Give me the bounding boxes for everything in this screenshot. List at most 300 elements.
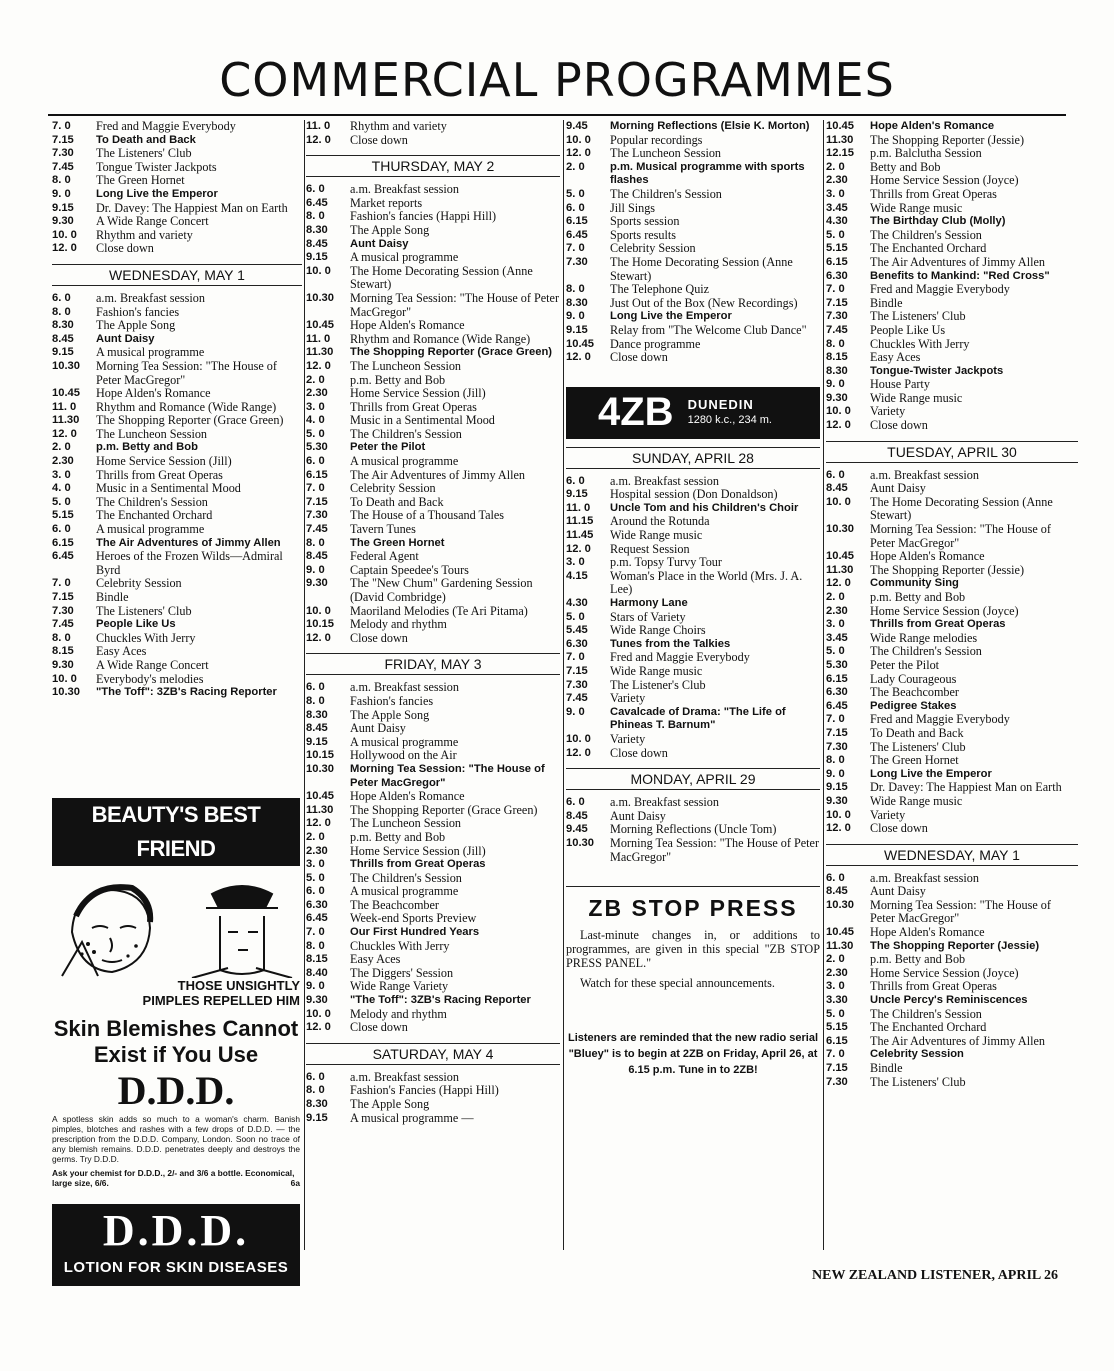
entry-time: 12. 0 <box>52 242 77 255</box>
schedule-entry <box>306 967 560 981</box>
entry-programme: Variety <box>610 691 646 706</box>
entry-time: 6. 0 <box>52 523 71 536</box>
entry-programme: Fashion's fancies <box>96 304 180 319</box>
schedule-entry <box>826 686 1078 700</box>
schedule-entry <box>826 550 1078 564</box>
entry-programme: Thrills from Great Operas <box>870 186 997 201</box>
entry-time: 6. 0 <box>566 474 585 487</box>
entry-time: 2. 0 <box>306 373 325 386</box>
entry-time: 6. 0 <box>826 468 845 481</box>
schedule-entry <box>566 611 820 625</box>
entry-programme: Rhythm and variety <box>96 227 193 242</box>
entry-time: 7.45 <box>826 323 848 336</box>
schedule-entry <box>826 351 1078 365</box>
entry-programme: Close down <box>610 745 668 760</box>
schedule-entry <box>826 482 1078 496</box>
schedule-entry <box>306 292 560 319</box>
schedule-entry <box>52 441 302 455</box>
entry-time: 11.30 <box>306 346 334 359</box>
entry-programme: Easy Aces <box>96 644 147 659</box>
entry-programme: The Listeners' Club <box>870 739 966 754</box>
entry-time: 11.45 <box>566 529 594 542</box>
schedule-entry <box>306 940 560 954</box>
schedule-entry <box>826 659 1078 673</box>
entry-time: 9. 0 <box>566 310 585 323</box>
entry-time: 6. 0 <box>826 871 845 884</box>
entry-programme: p.m. Betty and Bob <box>870 952 966 967</box>
entry-programme: A musical programme <box>96 522 205 537</box>
entry-time: 8. 0 <box>52 631 71 644</box>
entry-programme: Aunt Daisy <box>96 332 155 345</box>
entry-programme: Wide Range music <box>870 793 963 808</box>
entry-programme: Heroes of the Frozen Wilds—Admiral Byrd <box>96 549 283 577</box>
schedule-entry <box>826 795 1078 809</box>
entry-programme: Rhythm and Romance (Wide Range) <box>350 331 531 346</box>
entry-programme: Hope Alden's Romance <box>870 549 985 564</box>
entry-time: 12.15 <box>826 147 854 160</box>
entry-time: 10. 0 <box>52 672 77 685</box>
entry-time: 3. 0 <box>566 556 585 569</box>
entry-programme: Wide Range music <box>870 390 963 405</box>
entry-time: 6. 0 <box>566 201 585 214</box>
entry-time: 8.45 <box>826 885 848 898</box>
schedule-entry <box>52 147 302 161</box>
entry-time: 7.30 <box>52 147 74 160</box>
entry-time: 10. 0 <box>826 495 851 508</box>
schedule-entry <box>826 564 1078 578</box>
station-call-sign: 4ZB <box>598 390 674 435</box>
entry-time: 12. 0 <box>306 631 331 644</box>
ad-headline-line: Exist if You Use <box>93 1042 259 1067</box>
entry-programme: Everybody's melodies <box>96 671 204 686</box>
schedule-list <box>306 681 560 1034</box>
entry-programme: Our First Hundred Years <box>350 926 480 939</box>
entry-programme: Morning Tea Session: "The House of Peter MacGregor" <box>610 835 820 864</box>
schedule-entry <box>566 651 820 665</box>
entry-programme: The Shopping Reporter (Jessie) <box>870 939 1040 952</box>
entry-programme: Close down <box>870 418 928 433</box>
entry-programme: House Party <box>870 377 930 392</box>
entry-programme: The Children's Session <box>870 644 982 659</box>
entry-programme: Music in a Sentimental Mood <box>350 413 495 428</box>
schedule-list <box>306 1071 560 1125</box>
entry-time: 11. 0 <box>306 332 331 345</box>
schedule-entry <box>826 270 1078 284</box>
entry-time: 5. 0 <box>306 427 325 440</box>
schedule-entry <box>566 543 820 557</box>
schedule-entry <box>826 405 1078 419</box>
schedule-entry <box>566 488 820 502</box>
entry-time: 8. 0 <box>306 1084 325 1097</box>
entry-time: 2. 0 <box>566 160 585 173</box>
schedule-entry <box>52 659 302 673</box>
schedule-entry <box>52 509 302 523</box>
schedule-entry <box>52 645 302 659</box>
entry-programme: The Children's Session <box>96 494 208 509</box>
schedule-entry <box>306 1084 560 1098</box>
entry-programme: The Air Adventures of Jimmy Allen <box>96 536 281 549</box>
schedule-entry <box>306 763 560 790</box>
entry-time: 10. 0 <box>566 133 591 146</box>
entry-time: 2. 0 <box>826 591 845 603</box>
schedule-entry <box>52 673 302 687</box>
entry-time: 6.15 <box>306 468 328 481</box>
entry-programme: Maoriland Melodies (Te Ari Pitama) <box>350 603 528 618</box>
entry-programme: To Death and Back <box>870 725 964 740</box>
entry-time: 5. 0 <box>826 1007 845 1020</box>
schedule-entry <box>826 310 1078 324</box>
schedule-entry <box>52 686 302 700</box>
entry-programme: The Children's Session <box>350 870 462 885</box>
schedule-entry <box>566 161 820 188</box>
schedule-entry <box>52 482 302 496</box>
schedule-entry <box>826 365 1078 379</box>
schedule-entry <box>52 174 302 188</box>
entry-programme: Melody and rhythm <box>350 1006 447 1021</box>
day-heading: THURSDAY, MAY 2 <box>306 155 560 177</box>
entry-programme: To Death and Back <box>350 494 444 509</box>
entry-time: 6.30 <box>566 637 588 650</box>
column-divider <box>563 120 564 1250</box>
schedule-entry <box>566 823 820 837</box>
entry-programme: The Home Decorating Session (Anne Stewart) <box>870 494 1053 523</box>
entry-programme: Aunt Daisy <box>870 884 926 899</box>
schedule-entry <box>306 414 560 428</box>
entry-time: 5. 0 <box>306 871 325 884</box>
schedule-entry <box>826 926 1078 940</box>
schedule-entry <box>52 319 302 333</box>
entry-programme: Fred and Maggie Everybody <box>96 119 236 133</box>
column-divider <box>823 120 824 1250</box>
entry-time: 7.15 <box>566 665 588 677</box>
entry-time: 9.15 <box>306 1111 328 1124</box>
day-heading: SATURDAY, MAY 4 <box>306 1043 560 1065</box>
entry-programme: The Home Decorating Session (Anne Stewart) <box>610 254 793 283</box>
entry-programme: The Home Decorating Session (Anne Stewart) <box>350 263 533 292</box>
schedule-entry <box>306 845 560 859</box>
schedule-entry <box>566 837 820 864</box>
entry-time: 12. 0 <box>826 419 851 432</box>
entry-programme: p.m. Balclutha Session <box>870 146 982 161</box>
entry-time: 5.30 <box>306 441 328 454</box>
entry-programme: The Apple Song <box>96 318 176 333</box>
schedule-entry <box>826 953 1078 967</box>
entry-time: 10.30 <box>826 898 854 911</box>
entry-programme: Variety <box>610 731 646 746</box>
schedule-entry <box>826 768 1078 782</box>
entry-programme: Chuckles With Jerry <box>870 336 970 351</box>
entry-programme: Rhythm and variety <box>350 119 447 133</box>
entry-time: 10.15 <box>306 618 334 631</box>
entry-time: 8. 0 <box>306 939 325 952</box>
entry-programme: Chuckles With Jerry <box>350 938 450 953</box>
entry-time: 10.45 <box>52 387 80 400</box>
entry-programme: Easy Aces <box>350 952 401 967</box>
entry-programme: The Children's Session <box>350 426 462 441</box>
entry-programme: Aunt Daisy <box>350 237 409 250</box>
entry-time: 12. 0 <box>566 147 591 160</box>
entry-programme: Long Live the Emperor <box>870 767 992 780</box>
entry-time: 2. 0 <box>826 160 845 173</box>
schedule-entry <box>826 605 1078 619</box>
schedule-entry <box>826 202 1078 216</box>
entry-time: 4.15 <box>566 569 588 582</box>
schedule-entry <box>826 899 1078 926</box>
stop-press-panel <box>566 886 820 1078</box>
stop-press-text: Watch for these special announcements. <box>580 976 775 991</box>
column-3 <box>566 120 820 1084</box>
schedule-entry <box>566 297 820 311</box>
schedule-entry <box>52 414 302 428</box>
schedule-entry <box>826 174 1078 188</box>
schedule-entry <box>306 1021 560 1035</box>
entry-programme: Popular recordings <box>610 132 703 147</box>
schedule-list <box>52 120 302 256</box>
schedule-entry <box>52 306 302 320</box>
entry-time: 12. 0 <box>306 133 331 146</box>
entry-programme: Morning Tea Session: "The House of Peter MacGregor" <box>96 358 277 387</box>
entry-programme: The Listeners' Club <box>870 1074 966 1089</box>
ad-body-text: A spotless skin adds so much to a woman's charm. Banish pimples, blotches and rashes with a few drops of D.D.D. — the prescription from the D.D.D. Company, London. Soon no trace of any blemish remains. D.D.D. penetrates deeply and destroys the germs. Try D.D.D. <box>52 1114 300 1164</box>
schedule-entry <box>52 215 302 229</box>
entry-time: 11.30 <box>52 414 80 427</box>
schedule-entry <box>826 324 1078 338</box>
entry-time: 7.30 <box>566 678 588 691</box>
entry-time: 7.30 <box>306 509 328 522</box>
entry-programme: Home Service Session (Jill) <box>350 386 486 401</box>
entry-time: 7.30 <box>826 310 848 323</box>
entry-time: 5. 0 <box>826 228 845 241</box>
schedule-entry <box>826 242 1078 256</box>
schedule-entry <box>566 502 820 516</box>
entry-time: 6.15 <box>826 672 848 685</box>
schedule-entry <box>826 781 1078 795</box>
entry-programme: Request Session <box>610 541 690 556</box>
entry-programme: Tongue-Twister Jackpots <box>870 364 1004 377</box>
entry-programme: Tongue Twister Jackpots <box>96 159 217 174</box>
entry-programme: Wide Range music <box>870 200 963 215</box>
entry-programme: A musical programme <box>350 250 459 265</box>
entry-time: 10.30 <box>826 523 854 536</box>
schedule-entry <box>306 872 560 886</box>
entry-time: 4.30 <box>566 597 588 610</box>
schedule-entry <box>306 224 560 238</box>
entry-time: 8.15 <box>306 953 328 966</box>
entry-programme: The Luncheon Session <box>350 358 462 373</box>
entry-time: 8.30 <box>306 223 328 236</box>
entry-time: 7. 0 <box>306 482 325 495</box>
schedule-entry <box>566 229 820 243</box>
schedule-entry <box>306 265 560 292</box>
schedule-entry <box>306 469 560 483</box>
schedule-entry <box>826 940 1078 954</box>
day-heading: MONDAY, APRIL 29 <box>566 768 820 790</box>
entry-programme: Harmony Lane <box>610 597 688 610</box>
entry-programme: Morning Tea Session: "The House of Peter MacGregor" <box>870 897 1051 926</box>
entry-time: 8. 0 <box>566 283 585 296</box>
entry-programme: Relay from "The Welcome Club Dance" <box>610 322 807 337</box>
schedule-entry <box>52 428 302 442</box>
publication-line: NEW ZEALAND LISTENER, APRIL 26 <box>812 1268 1058 1283</box>
stop-press-title: ZB STOP PRESS <box>588 895 798 922</box>
schedule-entry <box>306 736 560 750</box>
entry-programme: Variety <box>870 404 906 419</box>
station-city: DUNEDIN <box>687 397 754 413</box>
schedule-entry <box>566 529 820 543</box>
entry-programme: Wide Range melodies <box>870 630 978 645</box>
entry-programme: A musical programme <box>350 454 459 469</box>
day-heading: FRIDAY, MAY 3 <box>306 653 560 675</box>
entry-programme: a.m. Breakfast session <box>610 795 719 810</box>
entry-programme: A musical programme <box>350 884 459 899</box>
entry-time: 8. 0 <box>306 536 325 549</box>
schedule-entry <box>566 351 820 365</box>
entry-time: 3.45 <box>826 631 848 644</box>
entry-programme: Wide Range Choirs <box>610 623 706 638</box>
entry-programme: Peter the Pilot <box>870 657 940 672</box>
schedule-entry <box>826 378 1078 392</box>
schedule-entry <box>826 215 1078 229</box>
entry-time: 6. 0 <box>306 885 325 898</box>
schedule-entry <box>826 297 1078 311</box>
schedule-entry <box>306 134 560 148</box>
schedule-entry <box>826 283 1078 297</box>
entry-programme: Music in a Sentimental Mood <box>96 481 241 496</box>
entry-programme: Tunes from the Talkies <box>610 637 731 650</box>
schedule-entry <box>306 1008 560 1022</box>
entry-time: 6.45 <box>52 550 74 563</box>
entry-time: 9. 0 <box>52 187 71 200</box>
day-heading: WEDNESDAY, MAY 1 <box>826 844 1078 866</box>
schedule-entry <box>826 741 1078 755</box>
page-title: COMMERCIAL PROGRAMMES <box>219 53 895 107</box>
entry-programme: The "New Chum" Gardening Session (David Combridge) <box>350 576 533 604</box>
entry-programme: The Apple Song <box>350 222 430 237</box>
entry-time: 7.30 <box>52 604 74 617</box>
entry-programme: a.m. Breakfast session <box>350 182 459 197</box>
entry-time: 8. 0 <box>52 305 71 318</box>
entry-programme: a.m. Breakfast session <box>350 680 459 695</box>
entry-programme: a.m. Breakfast session <box>350 1069 459 1084</box>
entry-programme: Pedigree Stakes <box>870 699 957 712</box>
entry-time: 11. 0 <box>566 501 591 514</box>
schedule-entry <box>306 238 560 252</box>
schedule-entry <box>826 700 1078 714</box>
entry-time: 8.45 <box>826 482 848 495</box>
schedule-entry <box>306 564 560 578</box>
entry-programme: The Shopping Reporter (Jessie) <box>870 132 1025 147</box>
schedule-entry <box>306 618 560 632</box>
schedule-entry <box>826 632 1078 646</box>
entry-time: 9.15 <box>306 735 328 748</box>
entry-programme: Cavalcade of Drama: "The Life of Phineas T. Barnum" <box>610 705 786 732</box>
entry-programme: Long Live the Emperor <box>610 310 732 323</box>
entry-time: 12. 0 <box>566 351 591 364</box>
entry-time: 6. 0 <box>306 455 325 468</box>
schedule-entry <box>826 754 1078 768</box>
entry-programme: Aunt Daisy <box>610 808 666 823</box>
column-1 <box>52 120 302 700</box>
entry-programme: Wide Range music <box>610 528 703 543</box>
entry-time: 5.15 <box>52 509 74 522</box>
schedule-entry <box>566 202 820 216</box>
schedule-entry <box>52 591 302 605</box>
entry-time: 10.30 <box>52 359 80 372</box>
entry-programme: Fashion's fancies (Happi Hill) <box>350 209 497 224</box>
entry-time: 2.30 <box>306 387 328 400</box>
station-frequency: 1280 k.c., 234 m. <box>687 414 772 427</box>
schedule-entry <box>306 817 560 831</box>
entry-time: 7. 0 <box>826 713 845 726</box>
entry-programme: The Air Adventures of Jimmy Allen <box>350 467 526 482</box>
entry-time: 6. 0 <box>306 1070 325 1083</box>
entry-programme: A musical programme — <box>350 1110 474 1125</box>
entry-programme: Tavern Tunes <box>350 522 416 537</box>
entry-time: 11. 0 <box>52 400 77 413</box>
entry-time: 12. 0 <box>306 1021 331 1034</box>
schedule-entry <box>826 147 1078 161</box>
entry-time: 2. 0 <box>306 830 325 843</box>
schedule-entry <box>566 256 820 283</box>
schedule-entry <box>566 733 820 747</box>
entry-time: 9.15 <box>52 201 74 214</box>
ad-brand: D.D.D. <box>117 1068 235 1113</box>
entry-programme: Chuckles With Jerry <box>96 630 196 645</box>
entry-programme: The Listeners' Club <box>96 603 192 618</box>
entry-programme: To Death and Back <box>96 133 196 146</box>
schedule-entry <box>306 1098 560 1112</box>
entry-time: 10.45 <box>826 550 854 563</box>
schedule-entry <box>306 632 560 646</box>
entry-programme: Home Service Session (Joyce) <box>870 173 1019 188</box>
entry-programme: p.m. Musical programme with sports flashes <box>610 160 805 187</box>
entry-programme: Fashion's fancies <box>350 693 434 708</box>
page-number: 52 <box>52 1268 66 1283</box>
entry-programme: The Listeners' Club <box>870 309 966 324</box>
schedule-entry <box>566 624 820 638</box>
schedule-entry <box>566 310 820 324</box>
entry-time: 6.15 <box>826 255 848 268</box>
schedule-entry <box>306 695 560 709</box>
schedule-entry <box>566 810 820 824</box>
entry-programme: Celebrity Session <box>610 241 696 256</box>
schedule-entry <box>306 831 560 845</box>
entry-time: 7.45 <box>52 160 74 173</box>
entry-programme: Close down <box>350 132 408 147</box>
schedule-list <box>826 120 1078 433</box>
entry-time: 10. 0 <box>566 732 591 745</box>
schedule-entry <box>306 509 560 523</box>
schedule-entry <box>826 618 1078 632</box>
schedule-entry <box>826 338 1078 352</box>
schedule-entry <box>306 709 560 723</box>
schedule-entry <box>52 469 302 483</box>
entry-time: 6.45 <box>306 196 328 209</box>
stop-press-text: Last-minute changes in, or additions to programmes, are given in this special "ZB STOP PRESS PANEL." <box>566 928 820 971</box>
entry-time: 7.30 <box>826 740 848 753</box>
entry-programme: "The Toff": 3ZB's Racing Reporter <box>350 994 531 1007</box>
entry-programme: Fashion's Fancies (Happi Hill) <box>350 1083 499 1098</box>
day-heading: TUESDAY, APRIL 30 <box>826 441 1078 463</box>
entry-programme: Hope Alden's Romance <box>350 789 465 804</box>
entry-time: 5. 0 <box>52 495 71 508</box>
entry-programme: Morning Tea Session: "The House of Peter MacGregor" <box>350 290 560 319</box>
entry-time: 9. 0 <box>566 705 585 718</box>
entry-programme: Thrills from Great Operas <box>350 858 486 871</box>
entry-time: 7. 0 <box>826 1048 845 1061</box>
entry-time: 6.45 <box>566 228 588 241</box>
schedule-entry <box>826 120 1078 134</box>
